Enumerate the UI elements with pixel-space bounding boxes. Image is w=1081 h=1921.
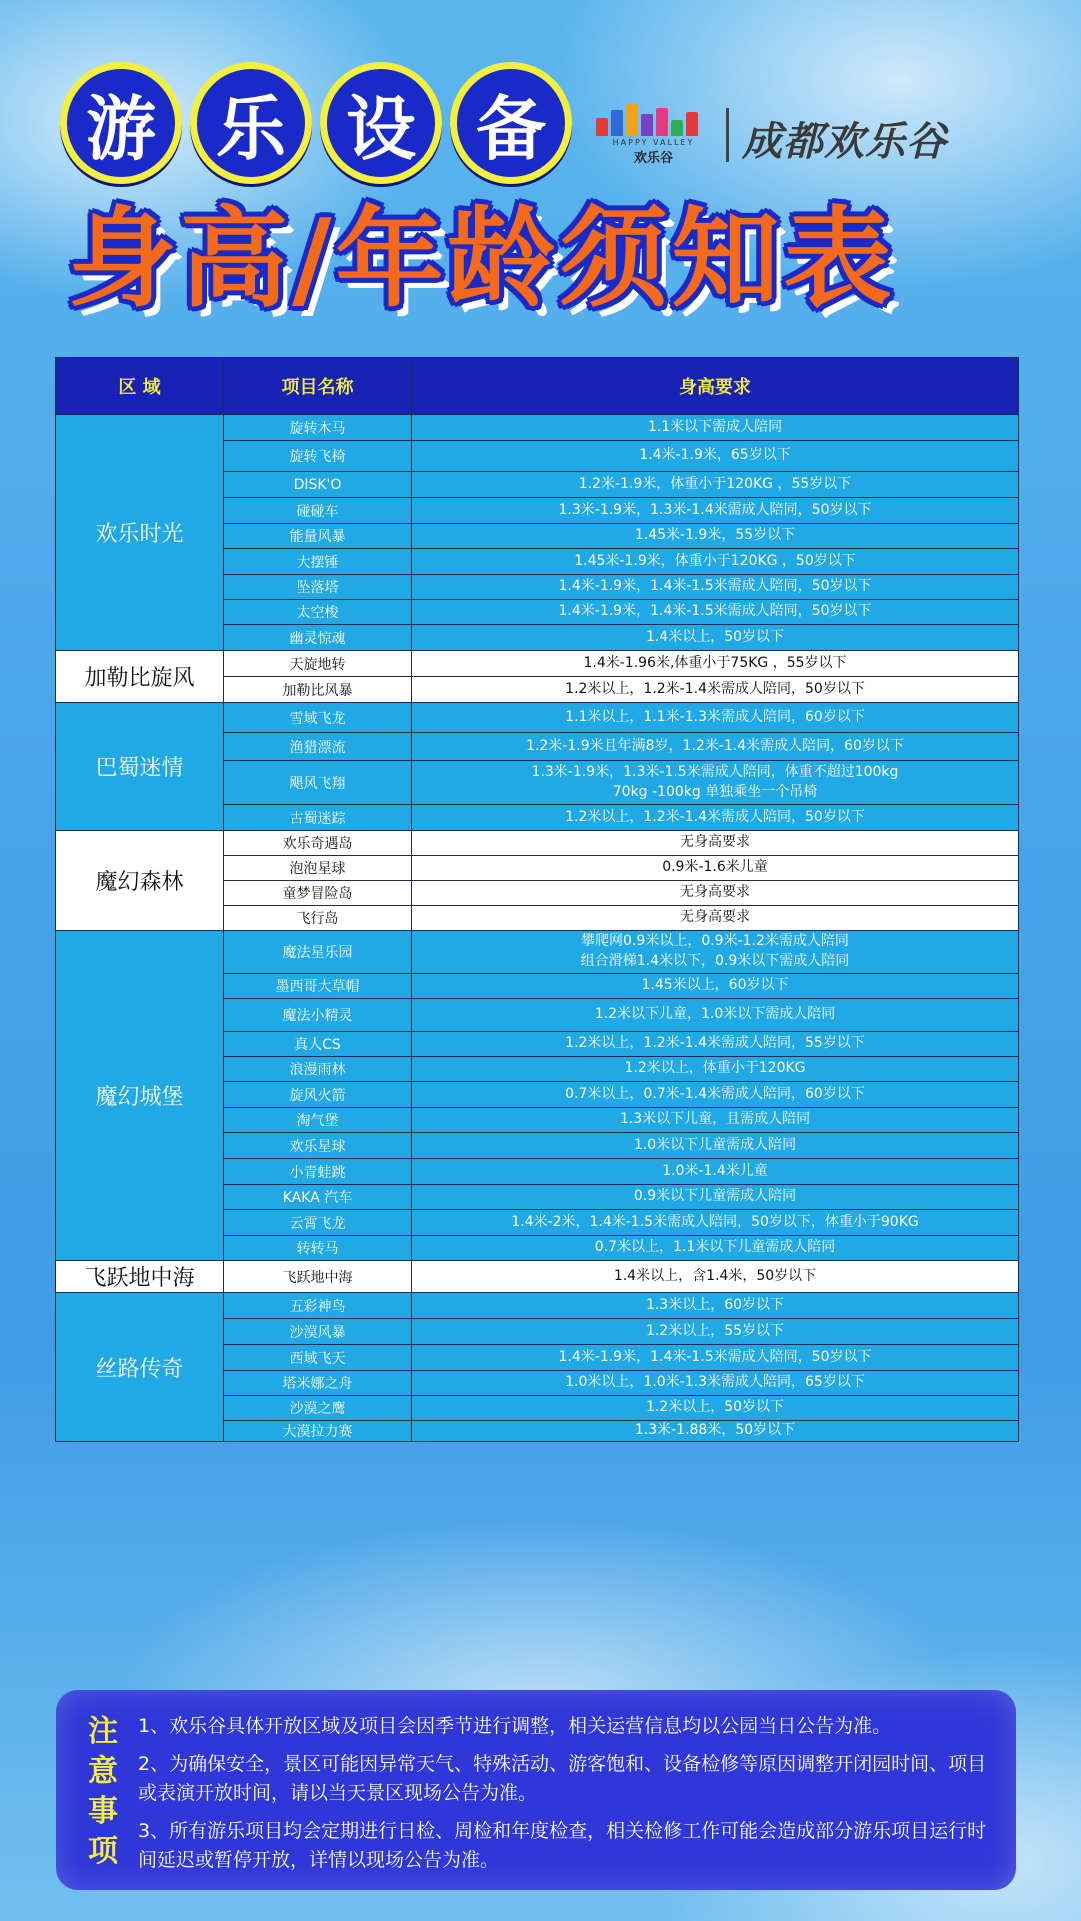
notice-item: 2、为确保安全，景区可能因异常天气、特殊活动、游客饱和、设备检修等原因调整开闭园时间、项目或表演开放时间，请以当天景区现场公告为准。: [138, 1753, 987, 1804]
requirement-text: 1.4米-1.9米，65岁以下: [412, 441, 1019, 472]
requirement-text: 1.2米-1.9米，体重小于120KG ，55岁以下: [412, 472, 1019, 498]
requirement-text: 1.1米以上，1.1米-1.3米需成人陪同，60岁以下: [412, 703, 1019, 733]
requirement-text: 1.0米以上，1.0米-1.3米需成人陪同，65岁以下: [412, 1371, 1019, 1396]
header-zone: 区 域: [56, 358, 224, 415]
requirement-text: 1.4米以上，含1.4米，50岁以下: [412, 1261, 1019, 1293]
attraction-name: 转转马: [224, 1236, 412, 1261]
attraction-name: 泡泡星球: [224, 856, 412, 881]
attraction-name: 飞行岛: [224, 906, 412, 931]
attraction-name: 碰碰车: [224, 498, 412, 524]
attraction-name: 淘气堡: [224, 1108, 412, 1133]
attraction-name: 童梦冒险岛: [224, 881, 412, 906]
attraction-name: 欢乐星球: [224, 1133, 412, 1159]
table-row: [56, 1261, 1019, 1293]
requirement-text: 1.2米以上，50岁以下: [412, 1396, 1019, 1421]
attraction-name: 旋转飞椅: [224, 441, 412, 472]
requirement-text: 1.3米-1.9米，1.3米-1.4米需成人陪同，50岁以下: [412, 498, 1019, 524]
requirement-text: 1.2米-1.9米且年满8岁，1.2米-1.4米需成人陪同，60岁以下: [412, 733, 1019, 761]
notice-panel: [56, 1690, 1016, 1890]
requirement-text: 1.2米以上，1.2米-1.4米需成人陪同，55岁以下: [412, 1032, 1019, 1057]
table-row: [56, 651, 1019, 677]
requirement-text: 1.4米-2米，1.4米-1.5米需成人陪同，50岁以下，体重小于90KG: [412, 1210, 1019, 1236]
attraction-name: 塔米娜之舟: [224, 1371, 412, 1396]
requirement-text: 攀爬网0.9米以上，0.9米-1.2米需成人陪同 组合滑梯1.4米以下，0.9米以下需成人陪同: [412, 931, 1019, 974]
attraction-name: 魔法星乐园: [224, 931, 412, 974]
requirement-text: 1.4米-1.9米，1.4米-1.5米需成人陪同，50岁以下: [412, 575, 1019, 600]
attraction-name: 飓风飞翔: [224, 761, 412, 805]
requirement-text: 1.3米-1.9米，1.3米-1.5米需成人陪同，体重不超过100kg 70kg -100kg 单独乘坐一个吊椅: [412, 761, 1019, 805]
attraction-name: 渔猎漂流: [224, 733, 412, 761]
requirement-text: 0.9米以下儿童需成人陪同: [412, 1185, 1019, 1210]
requirement-text: 1.2米以上，1.2米-1.4米需成人陪同，50岁以下: [412, 677, 1019, 703]
header-attraction: 项目名称: [224, 358, 412, 415]
title-char-2: 乐: [190, 62, 312, 184]
requirement-text: 无身高要求: [412, 906, 1019, 931]
requirement-text: 1.45米-1.9米，55岁以下: [412, 524, 1019, 549]
attraction-name: DISK'O: [224, 472, 412, 498]
attraction-name: 真人CS: [224, 1032, 412, 1057]
notice-list: [138, 1712, 992, 1884]
title-char-4: 备: [450, 62, 572, 184]
title-char-1: 游: [60, 62, 182, 184]
attraction-name: 小青蛙跳: [224, 1159, 412, 1185]
requirement-text: 1.3米以上，60岁以下: [412, 1293, 1019, 1319]
attraction-name: 加勒比风暴: [224, 677, 412, 703]
attraction-name: 旋风火箭: [224, 1082, 412, 1108]
attraction-name: 西域飞天: [224, 1345, 412, 1371]
zone-cell: 加勒比旋风: [56, 651, 224, 703]
attraction-name: 幽灵惊魂: [224, 625, 412, 651]
attraction-name: 旋转木马: [224, 415, 412, 441]
attraction-name: 墨西哥大草帽: [224, 974, 412, 999]
brand-name: 成都欢乐谷: [742, 119, 947, 165]
attraction-name: 大漠拉力赛: [224, 1421, 412, 1442]
attraction-name: 沙漠之鹰: [224, 1396, 412, 1421]
attraction-name: 浪漫雨林: [224, 1057, 412, 1082]
requirement-text: 1.2米以上，体重小于120KG: [412, 1057, 1019, 1082]
requirement-text: 1.3米-1.88米，50岁以下: [412, 1421, 1019, 1442]
attraction-name: 能量风暴: [224, 524, 412, 549]
main-title: 身高/年龄须知表: [68, 197, 896, 322]
logo-castle-icon: [596, 104, 711, 136]
attraction-name: 飞跃地中海: [224, 1261, 412, 1293]
attraction-name: 雪域飞龙: [224, 703, 412, 733]
requirement-text: 1.4米-1.9米，1.4米-1.5米需成人陪同，50岁以下: [412, 1345, 1019, 1371]
requirement-text: 1.4米-1.9米，1.4米-1.5米需成人陪同，50岁以下: [412, 600, 1019, 625]
header-requirement: 身高要求: [412, 358, 1019, 415]
notice-item: 1、欢乐谷具体开放区域及项目会因季节进行调整，相关运营信息均以公园当日公告为准。: [138, 1715, 892, 1737]
zone-cell: 巴蜀迷情: [56, 703, 224, 831]
zone-cell: 欢乐时光: [56, 415, 224, 651]
table-row: [56, 1293, 1019, 1319]
requirement-text: 0.7米以上，0.7米-1.4米需成人陪同，60岁以下: [412, 1082, 1019, 1108]
table-row: [56, 703, 1019, 733]
requirement-text: 1.1米以下需成人陪同: [412, 415, 1019, 441]
table-row: [56, 831, 1019, 856]
attraction-name: 古蜀迷踪: [224, 805, 412, 831]
requirement-text: 1.2米以上，1.2米-1.4米需成人陪同，50岁以下: [412, 805, 1019, 831]
requirement-text: 0.7米以上，1.1米以下儿童需成人陪同: [412, 1236, 1019, 1261]
requirement-text: 0.9米-1.6米儿童: [412, 856, 1019, 881]
happy-valley-logo: [596, 104, 711, 164]
requirement-text: 无身高要求: [412, 881, 1019, 906]
requirement-text: 1.2米以上，55岁以下: [412, 1319, 1019, 1345]
table-row: [56, 415, 1019, 441]
title-char-3: 设: [320, 62, 442, 184]
zone-cell: 飞跃地中海: [56, 1261, 224, 1293]
attraction-name: 太空梭: [224, 600, 412, 625]
requirement-text: 1.4米-1.96米,体重小于75KG ，55岁以下: [412, 651, 1019, 677]
requirement-text: 1.2米以下儿童，1.0米以下需成人陪同: [412, 999, 1019, 1032]
zone-cell: 丝路传奇: [56, 1293, 224, 1442]
logo-tagline: HAPPY VALLEY: [612, 138, 695, 147]
attraction-name: 沙漠风暴: [224, 1319, 412, 1345]
attraction-name: KAKA 汽车: [224, 1185, 412, 1210]
requirement-text: 1.4米以上，50岁以下: [412, 625, 1019, 651]
logo-divider: [726, 108, 729, 162]
attraction-name: 大摆锤: [224, 549, 412, 575]
requirement-text: 1.45米-1.9米，体重小于120KG ，50岁以下: [412, 549, 1019, 575]
attraction-name: 五彩神鸟: [224, 1293, 412, 1319]
notice-title: 注意事项: [88, 1714, 118, 1869]
attraction-name: 天旋地转: [224, 651, 412, 677]
zone-cell: 魔幻城堡: [56, 931, 224, 1261]
attraction-name: 云霄飞龙: [224, 1210, 412, 1236]
requirement-text: 无身高要求: [412, 831, 1019, 856]
notice-item: 3、所有游乐项目均会定期进行日检、周检和年度检查，相关检修工作可能会造成部分游乐项目运行时间延迟或暂停开放，详情以现场公告为准。: [138, 1820, 987, 1871]
title-circles: [60, 62, 572, 184]
requirements-table: [55, 357, 1019, 1442]
zone-cell: 魔幻森林: [56, 831, 224, 931]
requirement-text: 1.3米以下儿童，且需成人陪同: [412, 1108, 1019, 1133]
attraction-name: 坠落塔: [224, 575, 412, 600]
requirement-text: 1.45米以上，60岁以下: [412, 974, 1019, 999]
table-row: [56, 931, 1019, 974]
requirement-text: 1.0米-1.4米儿童: [412, 1159, 1019, 1185]
table-header-row: [56, 358, 1019, 415]
attraction-name: 欢乐奇遇岛: [224, 831, 412, 856]
logo-name: 欢乐谷: [633, 151, 673, 166]
requirement-text: 1.0米以下儿童需成人陪同: [412, 1133, 1019, 1159]
attraction-name: 魔法小精灵: [224, 999, 412, 1032]
